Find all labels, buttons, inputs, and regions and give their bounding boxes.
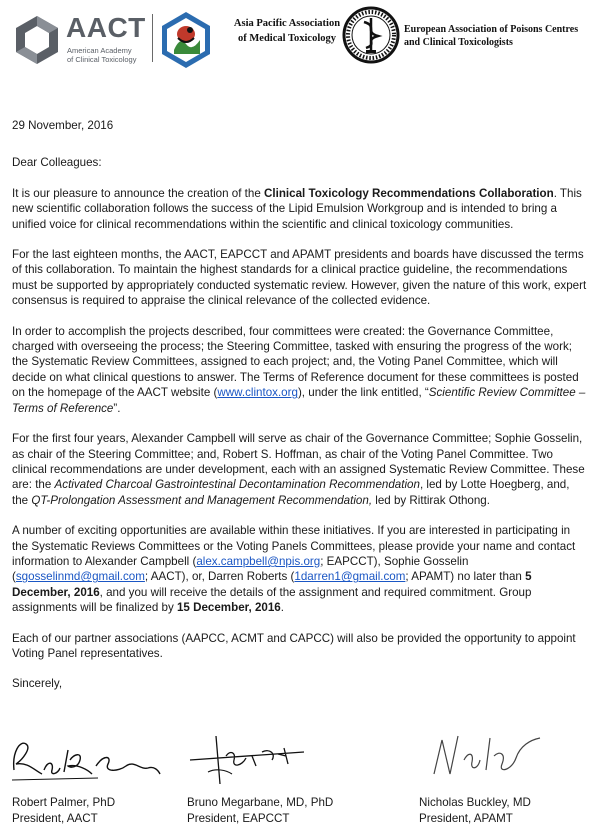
closing: Sincerely, [12, 677, 63, 691]
letter-date: 29 November, 2016 [12, 119, 114, 132]
eapcct-name [404, 23, 594, 49]
text-span: A number of exciting opportunities are available within these initiatives. If you are interested in participating in the Systematic Reviews Committees or the Voting Panels Committees, please provide your name and contact information to Alexander Campbell ( [12, 524, 576, 568]
paragraph-opportunities [12, 523, 588, 615]
text-span: ; EAPCCT), Sophie Gosselin ( [12, 554, 469, 584]
aact-subtitle-line1: American Academy [67, 46, 132, 55]
paragraph-chairs [12, 431, 588, 508]
letterhead [0, 0, 600, 80]
paragraph-committees [12, 324, 588, 416]
text-span: ; AACT), or, Darren Roberts ( [144, 570, 295, 584]
email-link-roberts[interactable]: 1darren1@gmail.com [294, 570, 406, 584]
signature-megarbane-graphic [186, 730, 316, 785]
email-link-gosselin[interactable]: sgosselinmd@gmail.com [15, 570, 145, 584]
qt-recommendation-title: QT-Prolongation Assessment and Management Recommendation, [31, 493, 373, 507]
aact-name: AACT [66, 12, 146, 43]
signer-name: Nicholas Buckley, MD [419, 796, 531, 809]
terms-of-reference-title: Scientific Review Committee – Terms of Reference [12, 386, 586, 415]
signer-name: Bruno Megarbane, MD, PhD [187, 796, 334, 809]
signature-palmer [8, 730, 168, 785]
clintox-website-link[interactable]: www.clintox.org [217, 386, 298, 400]
eapcct-name-line2: and Clinical Toxicologists [404, 37, 513, 48]
logo-divider [152, 14, 153, 62]
aact-hexagon-icon [14, 14, 60, 66]
charcoal-recommendation-title: Activated Charcoal Gastrointestinal Decontamination Recommendation [54, 478, 420, 492]
text-span: , led by Lotte Hoegberg, and, the [12, 478, 570, 507]
text-span: led by Rittirak Othong. [372, 493, 490, 507]
email-link-campbell[interactable]: alex.campbell@npis.org [196, 554, 321, 568]
signer-name: Robert Palmer, PhD [12, 796, 116, 809]
aact-subtitle [67, 46, 157, 64]
signer-palmer [12, 795, 115, 827]
signer-title: President, EAPCCT [187, 812, 290, 825]
text-span: . [280, 601, 284, 615]
collaboration-name: Clinical Toxicology Recommendations Collaboration [264, 186, 554, 200]
paragraph-background: For the last eighteen months, the AACT, EAPCCT and APAMT presidents and boards have discussed the terms of this collaboration. To maintain the highest standards for a clinical practice guideline, the recommendations must be supported by appropriately conducted systematic review. However, given the nature of this work, expert consensus is required to appraise the clinical relevance of the collected evidence. [12, 248, 587, 308]
signature-buckley-graphic [420, 730, 550, 785]
apamt-emblem-icon [160, 10, 212, 70]
text-span: For the first four years, Alexander Campbell will serve as chair of the Governance Committee; Sophie Gosselin, as chair of the Steering Committee; and, Robert S. Hoffman, as chair of the Voting Panel Committee. Two clinical recommendations are under development, each with an assigned Systematic Review Committee. These are: the [12, 432, 585, 492]
signer-megarbane [187, 795, 333, 827]
text-span: . This new scientific collaboration follows the success of the Lipid Emulsion Workgroup and is intended to bring a unified voice for clinical recommendations within the scientific and clinical toxicology communities. [12, 186, 582, 231]
text-span: ”. [113, 401, 121, 415]
text-span: In order to accomplish the projects described, four committees were created: the Governance Committee, charged with overseeing the process; the Steering Committee, tasked with ensuring the progress of the work; the Systematic Review Committees, assigned to each project; and, the Voting Panel Committee, which will decide on what clinical questions to answer. The Terms of Reference document for these committees is posted on the homepage of the AACT website ( [12, 324, 579, 400]
signature-palmer-graphic [8, 730, 168, 785]
deadline-date: 5 December, 2016 [12, 570, 532, 599]
aact-logo [14, 8, 154, 70]
salutation: Dear Colleagues: [12, 156, 102, 170]
apamt-name-line1: Asia Pacific Association [233, 18, 341, 29]
eapcct-name-line1: European Association of Poisons Centres [404, 24, 579, 35]
text-span: , and you will receive the details of the assignment and required commitment. Group assignments will be finalized by [12, 585, 532, 615]
signer-buckley [419, 795, 531, 827]
letter-body [12, 118, 588, 692]
final-date: 15 December, 2016 [176, 601, 281, 615]
apamt-name [222, 16, 352, 46]
signature-buckley [420, 730, 550, 785]
signer-title: President, APAMT [419, 812, 513, 825]
paragraph-partners: Each of our partner associations (AAPCC, ACMT and CAPCC) will also be provided the opportunity to appoint Voting Panel representatives. [12, 631, 576, 660]
aact-subtitle-line2: of Clinical Toxicology [67, 55, 137, 64]
text-span: ; APAMT) no later than [405, 570, 526, 584]
apamt-name-line2: of Medical Toxicology [238, 33, 336, 44]
text-span: ), under the link entitled, “ [297, 386, 429, 400]
signature-megarbane [186, 730, 316, 785]
paragraph-announcement [12, 186, 588, 232]
signer-title: President, AACT [12, 812, 98, 825]
text-span: It is our pleasure to announce the creation of the [12, 186, 265, 200]
eapcct-seal-icon [342, 4, 400, 66]
